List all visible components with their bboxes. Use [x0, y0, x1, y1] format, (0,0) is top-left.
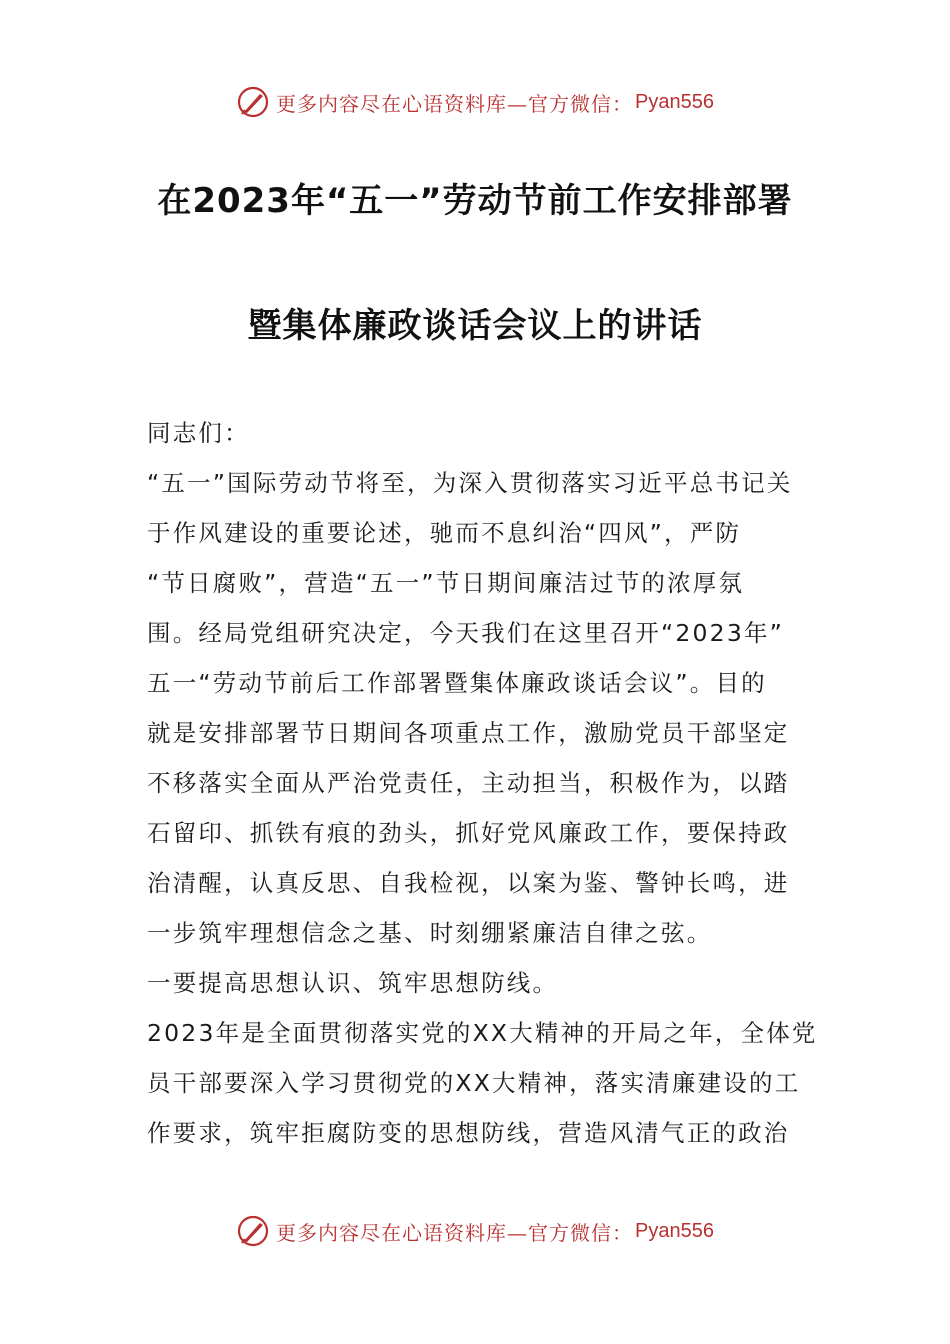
body-line: 就是安排部署节日期间各项重点工作，激励党员干部坚定: [147, 719, 790, 747]
document-title-line-2: 暨集体廉政谈话会议上的讲话: [247, 306, 703, 346]
body-line: 不移落实全面从严治党责任，主动担当，积极作为，以踏: [147, 769, 790, 797]
watermark-text: 更多内容尽在心语资料库—官方微信：: [276, 1220, 634, 1245]
body-line: 围。经局党组研究决定，今天我们在这里召开“2023年”: [147, 619, 785, 647]
watermark-header: [0, 82, 950, 122]
body-line: 一步筑牢理想信念之基、时刻绷紧廉洁自律之弦。: [147, 919, 713, 947]
section-heading: 一要提高思想认识、筑牢思想防线。: [147, 969, 559, 997]
body-line: 治清醒，认真反思、自我检视，以案为鉴、警钟长鸣，进: [147, 869, 790, 897]
body-line: “五一”国际劳动节将至，为深入贯彻落实习近平总书记关: [147, 469, 793, 497]
document-title-line-1: 在2023年“五一”劳动节前工作安排部署: [157, 181, 793, 221]
watermark-wechat-id: Pyan556: [635, 1219, 714, 1242]
document-body: [147, 408, 818, 1158]
body-line: 于作风建设的重要论述，驰而不息纠治“四风”，严防: [147, 519, 742, 547]
body-line: 五一“劳动节前后工作部署暨集体廉政谈话会议”。目的: [147, 669, 767, 697]
watermark-footer: [0, 1211, 950, 1251]
quill-pen-icon: [236, 1214, 270, 1248]
body-line: 同志们：: [147, 419, 250, 447]
watermark-wechat-id: Pyan556: [635, 90, 714, 113]
body-line: “节日腐败”，营造“五一”节日期间廉洁过节的浓厚氛: [147, 569, 745, 597]
watermark-text: 更多内容尽在心语资料库—官方微信：: [276, 91, 634, 116]
quill-pen-icon: [236, 85, 270, 119]
body-line: 员干部要深入学习贯彻党的XX大精神，落实清廉建设的工: [147, 1069, 801, 1097]
body-line: 作要求，筑牢拒腐防变的思想防线，营造风清气正的政治: [147, 1119, 790, 1147]
body-line: 石留印、抓铁有痕的劲头，抓好党风廉政工作，要保持政: [147, 819, 790, 847]
body-line: 2023年是全面贯彻落实党的XX大精神的开局之年，全体党: [147, 1019, 818, 1047]
